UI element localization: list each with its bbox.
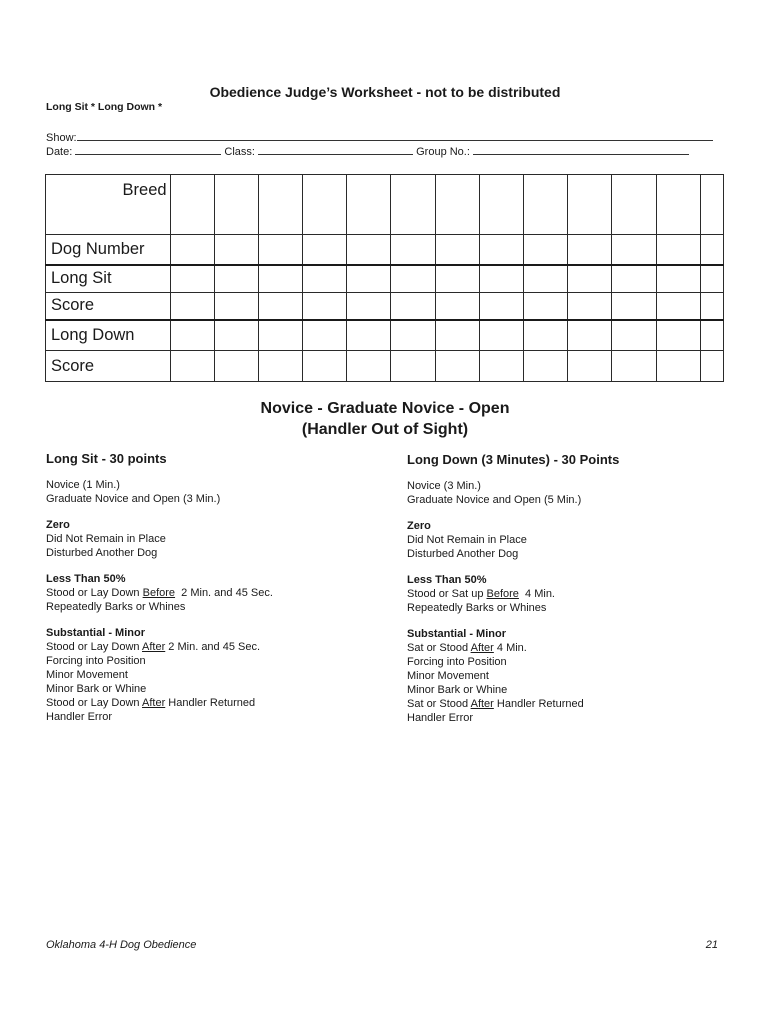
less-than-50-heading: Less Than 50% <box>46 573 126 585</box>
list-item: Forcing into Position <box>407 656 507 668</box>
footer-title: Oklahoma 4-H Dog Obedience <box>46 939 197 951</box>
table-cell[interactable] <box>258 235 302 265</box>
table-row <box>46 351 724 382</box>
text: 4 Min. <box>518 588 555 600</box>
table-cell[interactable] <box>656 320 700 351</box>
underlined-text: After <box>142 697 166 709</box>
table-cell[interactable] <box>479 351 523 382</box>
table-cell[interactable] <box>170 320 214 351</box>
table-cell[interactable] <box>612 320 656 351</box>
date-blank[interactable] <box>75 144 221 155</box>
text: Stood or Lay Down <box>46 697 143 709</box>
table-cell[interactable] <box>479 175 523 235</box>
list-item: Repeatedly Barks or Whines <box>46 601 186 613</box>
row-label-score: Score <box>46 293 171 320</box>
table-cell[interactable] <box>391 235 435 265</box>
table-row <box>46 235 724 265</box>
table-cell[interactable] <box>258 293 302 320</box>
table-cell[interactable] <box>479 320 523 351</box>
table-cell[interactable] <box>524 293 568 320</box>
page-title: Obedience Judge’s Worksheet - not to be distributed <box>209 84 561 100</box>
list-item: Disturbed Another Dog <box>46 547 158 559</box>
table-cell[interactable] <box>656 265 700 293</box>
list-item <box>407 587 737 601</box>
group-label: Group No.: <box>416 146 470 158</box>
row-label-score: Score <box>46 351 171 382</box>
table-cell[interactable] <box>347 320 391 351</box>
underlined-text: Before <box>142 587 176 599</box>
table-cell[interactable] <box>214 235 258 265</box>
list-item <box>407 697 737 711</box>
table-cell[interactable] <box>479 293 523 320</box>
long-down-heading: Long Down (3 Minutes) - 30 Points <box>407 452 620 467</box>
table-cell[interactable] <box>303 293 347 320</box>
table-cell[interactable] <box>214 293 258 320</box>
table-cell[interactable] <box>170 235 214 265</box>
table-cell[interactable] <box>435 320 479 351</box>
table-cell[interactable] <box>656 351 700 382</box>
table-cell[interactable] <box>303 235 347 265</box>
table-cell[interactable] <box>612 265 656 293</box>
list-item: Disturbed Another Dog <box>407 548 519 560</box>
underlined-text: After <box>142 641 166 653</box>
table-cell[interactable] <box>700 293 723 320</box>
list-item: Did Not Remain in Place <box>407 534 527 546</box>
list-item: Minor Movement <box>46 669 128 681</box>
table-cell[interactable] <box>303 265 347 293</box>
list-item: Graduate Novice and Open (5 Min.) <box>407 494 582 506</box>
table-cell[interactable] <box>435 235 479 265</box>
list-item: Minor Bark or Whine <box>46 683 147 695</box>
table-cell[interactable] <box>258 320 302 351</box>
table-cell[interactable] <box>700 235 723 265</box>
class-blank[interactable] <box>258 144 413 155</box>
list-item <box>46 696 376 710</box>
show-label: Show: <box>46 132 77 144</box>
text: Handler Returned <box>165 697 256 709</box>
table-cell[interactable] <box>568 320 612 351</box>
table-cell[interactable] <box>170 175 214 235</box>
long-sit-heading: Long Sit - 30 points <box>46 451 167 466</box>
table-cell[interactable] <box>303 351 347 382</box>
text: 4 Min. <box>493 642 527 654</box>
list-item: Minor Movement <box>407 670 489 682</box>
table-cell[interactable] <box>347 351 391 382</box>
page-number: 21 <box>705 939 718 951</box>
table-row <box>46 320 724 351</box>
row-label-long-sit: Long Sit <box>46 265 171 293</box>
table-cell[interactable] <box>612 351 656 382</box>
date-label: Date: <box>46 146 73 158</box>
row-label-breed: Breed <box>46 175 171 235</box>
table-cell[interactable] <box>656 293 700 320</box>
score-table <box>45 174 724 382</box>
list-item: Handler Error <box>407 712 474 724</box>
table-cell[interactable] <box>524 265 568 293</box>
table-cell[interactable] <box>435 293 479 320</box>
table-cell[interactable] <box>568 351 612 382</box>
page-subtitle: Long Sit * Long Down * <box>46 101 163 113</box>
zero-heading: Zero <box>46 519 70 531</box>
text: Stood or Lay Down <box>46 641 143 653</box>
table-row <box>46 293 724 320</box>
table-cell[interactable] <box>347 265 391 293</box>
table-cell[interactable] <box>347 235 391 265</box>
table-cell[interactable] <box>214 265 258 293</box>
table-cell[interactable] <box>391 175 435 235</box>
table-cell[interactable] <box>391 351 435 382</box>
table-cell[interactable] <box>479 235 523 265</box>
table-cell[interactable] <box>479 265 523 293</box>
show-blank[interactable] <box>77 130 713 141</box>
table-cell[interactable] <box>435 175 479 235</box>
table-cell[interactable] <box>214 175 258 235</box>
table-cell[interactable] <box>656 175 700 235</box>
long-sit-column <box>46 452 376 724</box>
table-cell[interactable] <box>391 320 435 351</box>
table-cell[interactable] <box>258 265 302 293</box>
class-label: Class: <box>224 146 255 158</box>
text: Handler Returned <box>493 698 584 710</box>
show-line <box>46 130 713 144</box>
table-cell[interactable] <box>391 265 435 293</box>
text: Stood or Sat up <box>407 588 487 600</box>
table-row <box>46 265 724 293</box>
table-cell[interactable] <box>303 175 347 235</box>
table-cell[interactable] <box>568 235 612 265</box>
table-cell[interactable] <box>700 265 723 293</box>
zero-heading: Zero <box>407 520 431 532</box>
list-item: Graduate Novice and Open (3 Min.) <box>46 493 221 505</box>
table-cell[interactable] <box>435 351 479 382</box>
table-cell[interactable] <box>303 320 347 351</box>
table-cell[interactable] <box>258 175 302 235</box>
underlined-text: Before <box>486 588 519 600</box>
section-title: Novice - Graduate Novice - Open <box>260 400 510 417</box>
table-cell[interactable] <box>170 265 214 293</box>
table-cell[interactable] <box>568 265 612 293</box>
table-cell[interactable] <box>258 351 302 382</box>
list-item: Novice (3 Min.) <box>407 480 481 492</box>
long-down-column <box>407 453 737 725</box>
table-cell[interactable] <box>347 175 391 235</box>
substantial-minor-heading: Substantial - Minor <box>407 628 506 640</box>
list-item: Did Not Remain in Place <box>46 533 166 545</box>
table-cell[interactable] <box>612 293 656 320</box>
table-cell[interactable] <box>700 351 723 382</box>
list-item <box>407 641 737 655</box>
table-cell[interactable] <box>700 320 723 351</box>
table-cell[interactable] <box>214 351 258 382</box>
table-cell[interactable] <box>700 175 723 235</box>
list-item <box>46 586 376 600</box>
table-cell[interactable] <box>524 351 568 382</box>
table-cell[interactable] <box>214 320 258 351</box>
table-cell[interactable] <box>524 320 568 351</box>
list-item <box>46 640 376 654</box>
table-cell[interactable] <box>170 351 214 382</box>
table-cell[interactable] <box>347 293 391 320</box>
list-item: Forcing into Position <box>46 655 146 667</box>
list-item: Minor Bark or Whine <box>407 684 508 696</box>
section-subtitle: (Handler Out of Sight) <box>301 421 469 438</box>
text: 2 Min. and 45 Sec. <box>165 641 261 653</box>
substantial-minor-heading: Substantial - Minor <box>46 627 145 639</box>
table-cell[interactable] <box>170 293 214 320</box>
list-item: Handler Error <box>46 711 113 723</box>
table-cell[interactable] <box>612 235 656 265</box>
text: Sat or Stood <box>407 642 471 654</box>
row-label-long-down: Long Down <box>46 320 171 351</box>
group-blank[interactable] <box>473 144 689 155</box>
underlined-text: After <box>470 642 494 654</box>
date-class-group-line <box>46 144 689 158</box>
list-item: Novice (1 Min.) <box>46 479 120 491</box>
table-cell[interactable] <box>612 175 656 235</box>
row-label-dog-number: Dog Number <box>46 235 171 265</box>
underlined-text: After <box>470 698 494 710</box>
text: Stood or Lay Down <box>46 587 143 599</box>
table-cell[interactable] <box>524 175 568 235</box>
text: Sat or Stood <box>407 698 471 710</box>
table-cell[interactable] <box>568 175 612 235</box>
list-item: Repeatedly Barks or Whines <box>407 602 547 614</box>
table-row <box>46 175 724 235</box>
table-cell[interactable] <box>391 293 435 320</box>
table-cell[interactable] <box>524 235 568 265</box>
table-cell[interactable] <box>568 293 612 320</box>
text: 2 Min. and 45 Sec. <box>175 587 273 599</box>
table-cell[interactable] <box>656 235 700 265</box>
table-cell[interactable] <box>435 265 479 293</box>
less-than-50-heading: Less Than 50% <box>407 574 487 586</box>
